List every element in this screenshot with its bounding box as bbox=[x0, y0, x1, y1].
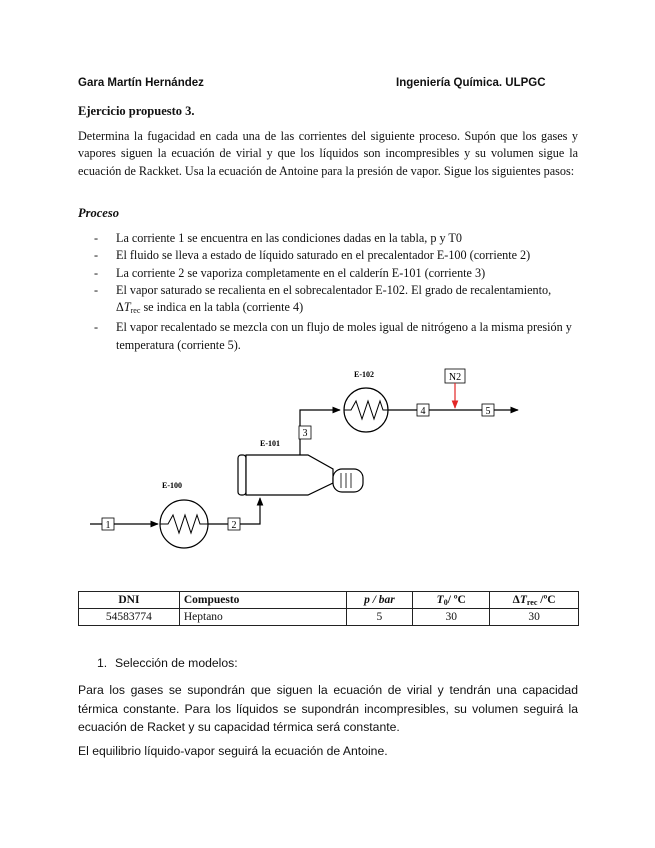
school-name: Ingeniería Química. ULPGC bbox=[396, 77, 546, 89]
intro-paragraph: Determina la fugacidad en cada una de las corrientes del siguiente proceso. Supón que los gases y vapores siguen la ecuación de virial y que los líquidos son incompresibles y su volumen sigue la ecuación de Rackket. Usa la ecuación de Antoine para la presión de vapor. Sigue los siguientes pasos: bbox=[78, 129, 578, 178]
e101-reboiler bbox=[238, 455, 363, 495]
e102-label: E-102 bbox=[354, 370, 374, 379]
equilibrium-paragraph: El equilibrio líquido-vapor seguirá la ecuación de Antoine. bbox=[78, 744, 388, 758]
step-text: El fluido se lleva a estado de líquido saturado en el precalentador E-100 (corriente 2) bbox=[116, 248, 531, 263]
cell-dtrec: 30 bbox=[490, 609, 579, 626]
section-heading bbox=[97, 656, 238, 670]
header-dt-delta: Δ bbox=[512, 593, 520, 606]
delta-symbol: Δ bbox=[116, 300, 124, 315]
bullet-dash: - bbox=[94, 282, 99, 297]
step-text: La corriente 1 se encuentra en las condiciones dadas en la tabla, p y T0 bbox=[116, 231, 462, 245]
step-text: El vapor saturado se recalienta en el sobrecalentador E-102. El grado de recalentamiento, bbox=[116, 282, 552, 297]
stream-4-label: 4 bbox=[420, 406, 426, 417]
header-pressure: p / bar bbox=[346, 592, 413, 609]
stream-1-label: 1 bbox=[105, 520, 111, 531]
cell-pressure: 5 bbox=[346, 609, 413, 626]
step-text: El vapor recalentado se mezcla con un flujo de moles igual de nitrógeno a la misma presión y temperatura (corriente 5). bbox=[116, 320, 572, 352]
page-header bbox=[78, 77, 578, 93]
header-t0-sub: 0 bbox=[443, 597, 448, 607]
author-name: Gara Martín Hernández bbox=[78, 77, 204, 89]
list-item bbox=[94, 247, 580, 264]
process-flow-diagram bbox=[78, 355, 578, 580]
table-row bbox=[79, 609, 579, 626]
bullet-dash: - bbox=[94, 320, 99, 335]
data-table bbox=[78, 591, 579, 626]
cell-dni: 54583774 bbox=[79, 609, 180, 626]
cell-compound: Heptano bbox=[179, 609, 346, 626]
stream-3-label: 3 bbox=[302, 428, 308, 439]
e100-label: E-100 bbox=[162, 481, 182, 490]
list-item bbox=[94, 230, 580, 247]
header-t0 bbox=[413, 592, 490, 609]
process-steps-list bbox=[94, 230, 580, 354]
header-dt-sub: rec bbox=[526, 597, 538, 607]
list-item bbox=[94, 319, 580, 354]
e101-label: E-101 bbox=[260, 439, 280, 448]
header-dt-unit: /ºC bbox=[537, 593, 556, 606]
process-title: Proceso bbox=[78, 206, 119, 220]
header-t0-unit: / ºC bbox=[447, 593, 466, 606]
bullet-dash: - bbox=[94, 231, 99, 245]
bullet-dash: - bbox=[94, 265, 99, 280]
t-symbol: T bbox=[123, 300, 131, 315]
stream-2-label: 2 bbox=[231, 520, 237, 531]
header-dt-symbol: T bbox=[519, 593, 527, 606]
header-dtrec bbox=[490, 592, 579, 609]
bullet-dash: - bbox=[94, 248, 99, 263]
exercise-title: Ejercicio propuesto 3. bbox=[78, 104, 195, 118]
section-number: 1. bbox=[97, 656, 108, 670]
n2-label: N2 bbox=[448, 372, 462, 383]
cell-t0: 30 bbox=[413, 609, 490, 626]
header-compound: Compuesto bbox=[179, 592, 346, 609]
table-header-row bbox=[79, 592, 579, 609]
step-text: La corriente 2 se vaporiza completamente en el calderín E-101 (corriente 3) bbox=[116, 265, 486, 280]
list-item bbox=[94, 265, 580, 282]
models-paragraph: Para los gases se supondrán que siguen la ecuación de virial y tendrán una capacidad térmica constante. Para los líquidos se supondrán incompresibles, su volumen seguirá la ecuación de Racket y su capacidad térmica será constante. bbox=[78, 683, 578, 734]
section-title-text: Selección de modelos: bbox=[115, 656, 238, 670]
header-dni: DNI bbox=[79, 592, 180, 609]
list-item bbox=[94, 282, 580, 320]
header-t0-symbol: T bbox=[436, 593, 444, 606]
rec-subscript: rec bbox=[130, 306, 141, 316]
stream-5-label: 5 bbox=[485, 406, 491, 417]
step-text-cont: se indica en la tabla (corriente 4) bbox=[143, 300, 304, 315]
